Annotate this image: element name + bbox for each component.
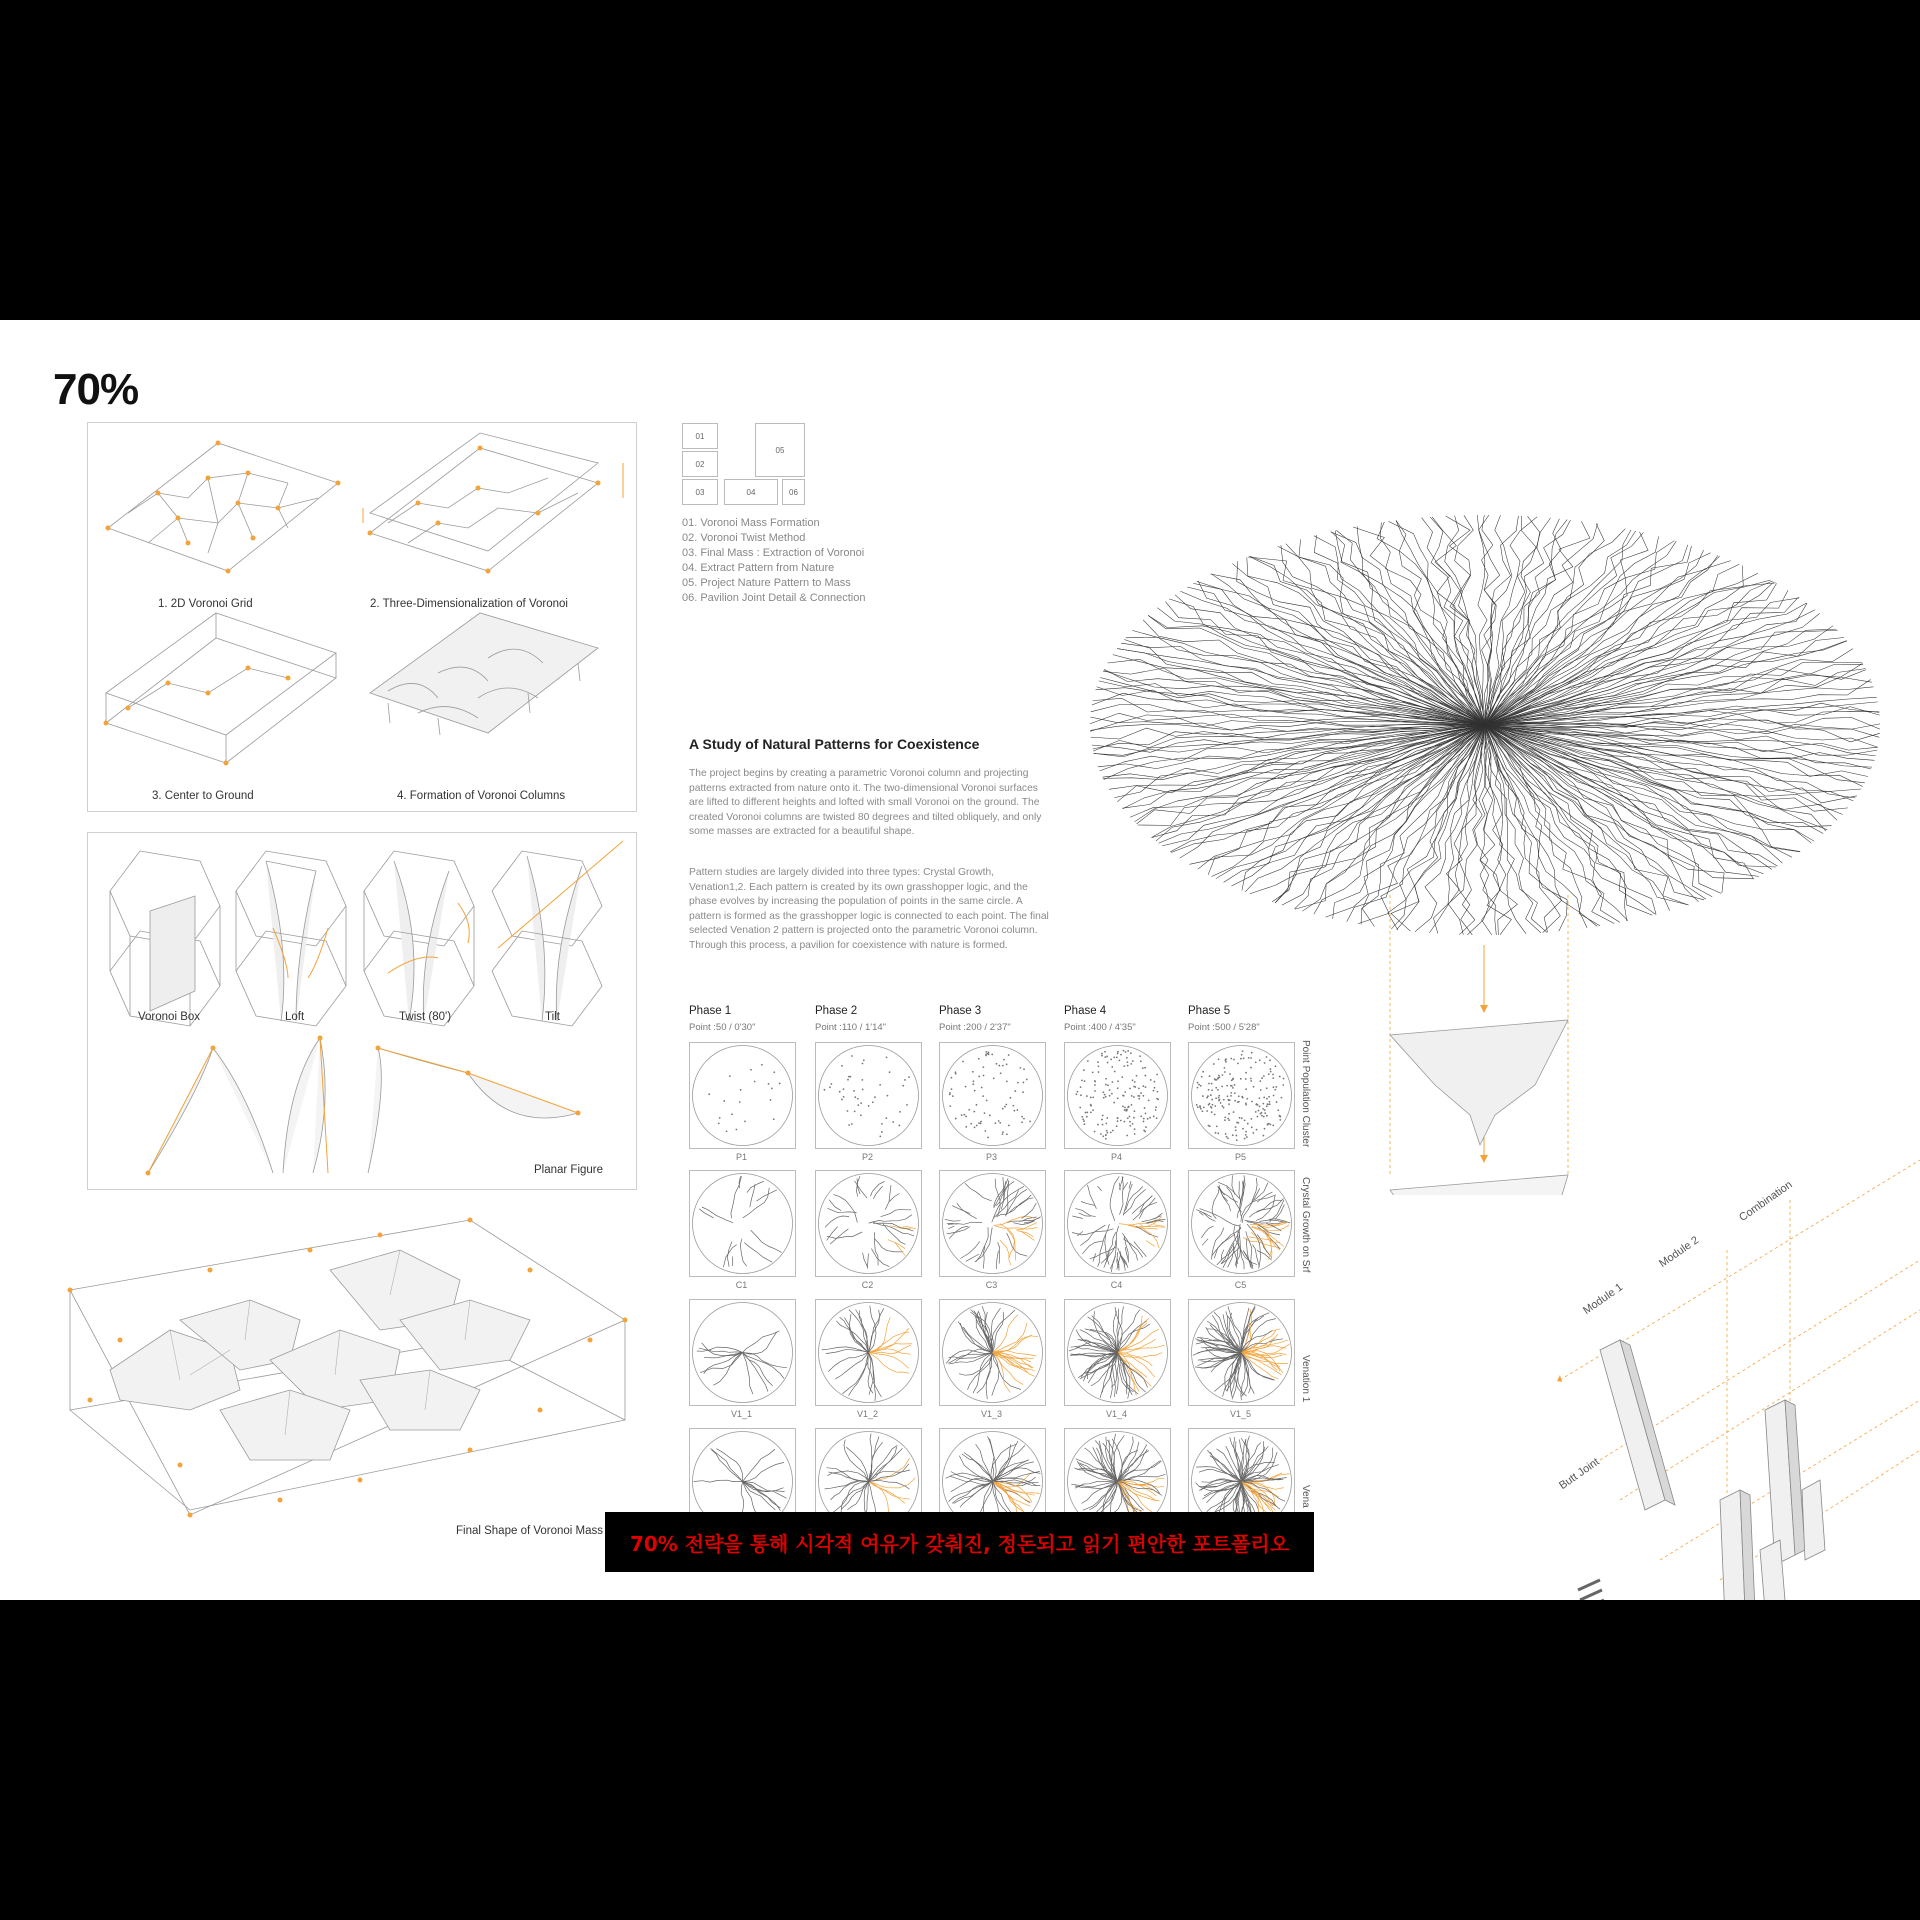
row-label: Vena [1300, 1485, 1311, 1508]
legend-box-01: 01 [682, 423, 718, 449]
final-shape-label: Final Shape of Voronoi Mass [456, 1525, 604, 1537]
phase-title: Phase 2 [815, 1005, 858, 1017]
pattern-cell-label: C3 [985, 1280, 998, 1290]
legend-box-03: 03 [682, 479, 718, 505]
voronoi-step-label: 1. 2D Voronoi Grid [158, 598, 253, 610]
portfolio-sheet [0, 320, 1920, 1600]
pattern-cell [939, 1428, 1046, 1515]
legend-item: 05. Project Nature Pattern to Mass [682, 577, 851, 589]
pattern-cell [815, 1299, 922, 1406]
pattern-cell-label: V1_5 [1229, 1409, 1252, 1419]
caption-banner-text: 70% 전략을 통해 시각적 여유가 갖춰진, 정돈되고 읽기 편안한 포트폴리오 [629, 1531, 1290, 1556]
module-2-label: Module 2 [1657, 1234, 1702, 1270]
pattern-cell-label: V1_2 [856, 1409, 879, 1419]
voronoi-steps-diagram [88, 423, 636, 811]
voronoi-step-label: 4. Formation of Voronoi Columns [397, 790, 566, 802]
pattern-cell-label: P1 [735, 1152, 747, 1162]
legend-box-02: 02 [682, 451, 718, 477]
pattern-cell-label: V1_1 [730, 1409, 753, 1419]
pattern-cell [815, 1428, 922, 1515]
pattern-cell [1064, 1299, 1171, 1406]
pattern-cell [689, 1299, 796, 1406]
pattern-cell [689, 1042, 796, 1149]
phase-points: Point :400 / 4'35" [1064, 1022, 1136, 1033]
pattern-cell-label: V1_3 [980, 1409, 1003, 1419]
planar-figure-label: Planar Figure [534, 1164, 604, 1176]
pattern-cell [815, 1042, 922, 1149]
legend-list [682, 516, 865, 606]
phase-title: Phase 4 [1064, 1005, 1107, 1017]
pattern-cell-label: C2 [861, 1280, 874, 1290]
pattern-cell [939, 1042, 1046, 1149]
pattern-cell [1064, 1428, 1171, 1515]
voronoi-steps-panel [87, 422, 637, 812]
pattern-cell [1188, 1428, 1295, 1515]
pattern-cell-label: P4 [1110, 1152, 1122, 1162]
pattern-cell-label: P3 [985, 1152, 997, 1162]
legend-item: 03. Final Mass : Extraction of Voronoi [682, 547, 865, 559]
row-label: Crystal Growth on Srf [1300, 1177, 1311, 1273]
pattern-cell [1188, 1299, 1295, 1406]
legend-item: 02. Voronoi Twist Method [682, 532, 806, 544]
phase-points: Point :200 / 2'37" [939, 1022, 1011, 1033]
combination-label: Combination [1737, 1178, 1795, 1224]
study-paragraph-1: The project begins by creating a parametric Voronoi column and projecting patterns extracted from nature onto it. The two-dimensional Voronoi surfaces are lifted to different heights and lofted with small Voronoi on the ground. The created Voronoi columns are twisted 80 degrees and tilted obliquely, and only some masses are extracted for a beautiful shape. [689, 768, 1042, 838]
voronoi-step-label: 2. Three-Dimensionalization of Voronoi [370, 598, 568, 610]
phase-title: Phase 3 [939, 1005, 982, 1017]
legend-item: 01. Voronoi Mass Formation [682, 517, 820, 529]
pattern-cell-label: C1 [735, 1280, 748, 1290]
caption-banner [605, 1512, 1314, 1572]
pattern-cell [815, 1170, 922, 1277]
legend-box-05: 05 [755, 423, 805, 477]
phase-title: Phase 5 [1188, 1005, 1231, 1017]
transform-panel [87, 832, 637, 1190]
pattern-cell [939, 1170, 1046, 1277]
page-title: 70% [53, 365, 139, 414]
phase-points: Point :50 / 0'30" [689, 1022, 756, 1033]
transform-step-label: Voronoi Box [138, 1011, 201, 1023]
venation-radial-diagram [1080, 395, 1890, 1195]
legend-box-04: 04 [724, 479, 778, 505]
legend-item: 06. Pavilion Joint Detail & Connection [682, 592, 866, 604]
module-1-label: Module 1 [1581, 1281, 1626, 1317]
row-label: Venation 1 [1300, 1355, 1311, 1403]
phase-points: Point :110 / 1'14" [815, 1022, 887, 1033]
pattern-cell-label: P5 [1234, 1152, 1246, 1162]
pattern-cell [689, 1428, 796, 1515]
phase-points: Point :500 / 5'28" [1188, 1022, 1260, 1033]
final-shape-diagram [60, 1210, 640, 1530]
legend-box-06: 06 [782, 479, 805, 505]
butt-joint-label: Butt Joint [1557, 1455, 1602, 1492]
transform-step-label: Loft [285, 1011, 305, 1023]
pattern-cell [689, 1170, 796, 1277]
phase-title: Phase 1 [689, 1005, 732, 1017]
module-assembly-diagram [1540, 1120, 1920, 1600]
pattern-cell-label: C4 [1110, 1280, 1123, 1290]
pattern-cell [939, 1299, 1046, 1406]
pattern-cell-label: P2 [861, 1152, 873, 1162]
voronoi-step-label: 3. Center to Ground [152, 790, 254, 802]
study-paragraph-2: Pattern studies are largely divided into three types: Crystal Growth, Venation1,2. Each pattern is created by its own grasshopper logic, and the phase evolves by increasing the population of points in the same circle. A pattern is formed as the grasshopper logic is connected to each point. The final selected Venation 2 pattern is projected onto the parametric Voronoi column. Through this process, a pavilion for coexistence with nature is formed. [689, 867, 1049, 951]
transform-step-label: Tilt [545, 1011, 560, 1023]
transform-step-label: Twist (80') [399, 1011, 452, 1023]
pattern-cell-label: C5 [1234, 1280, 1247, 1290]
legend-item: 04. Extract Pattern from Nature [682, 562, 835, 574]
study-title: A Study of Natural Patterns for Coexistence [689, 736, 980, 752]
row-label: Point Population Cluster [1300, 1040, 1311, 1148]
pattern-cell-label: V1_4 [1105, 1409, 1128, 1419]
